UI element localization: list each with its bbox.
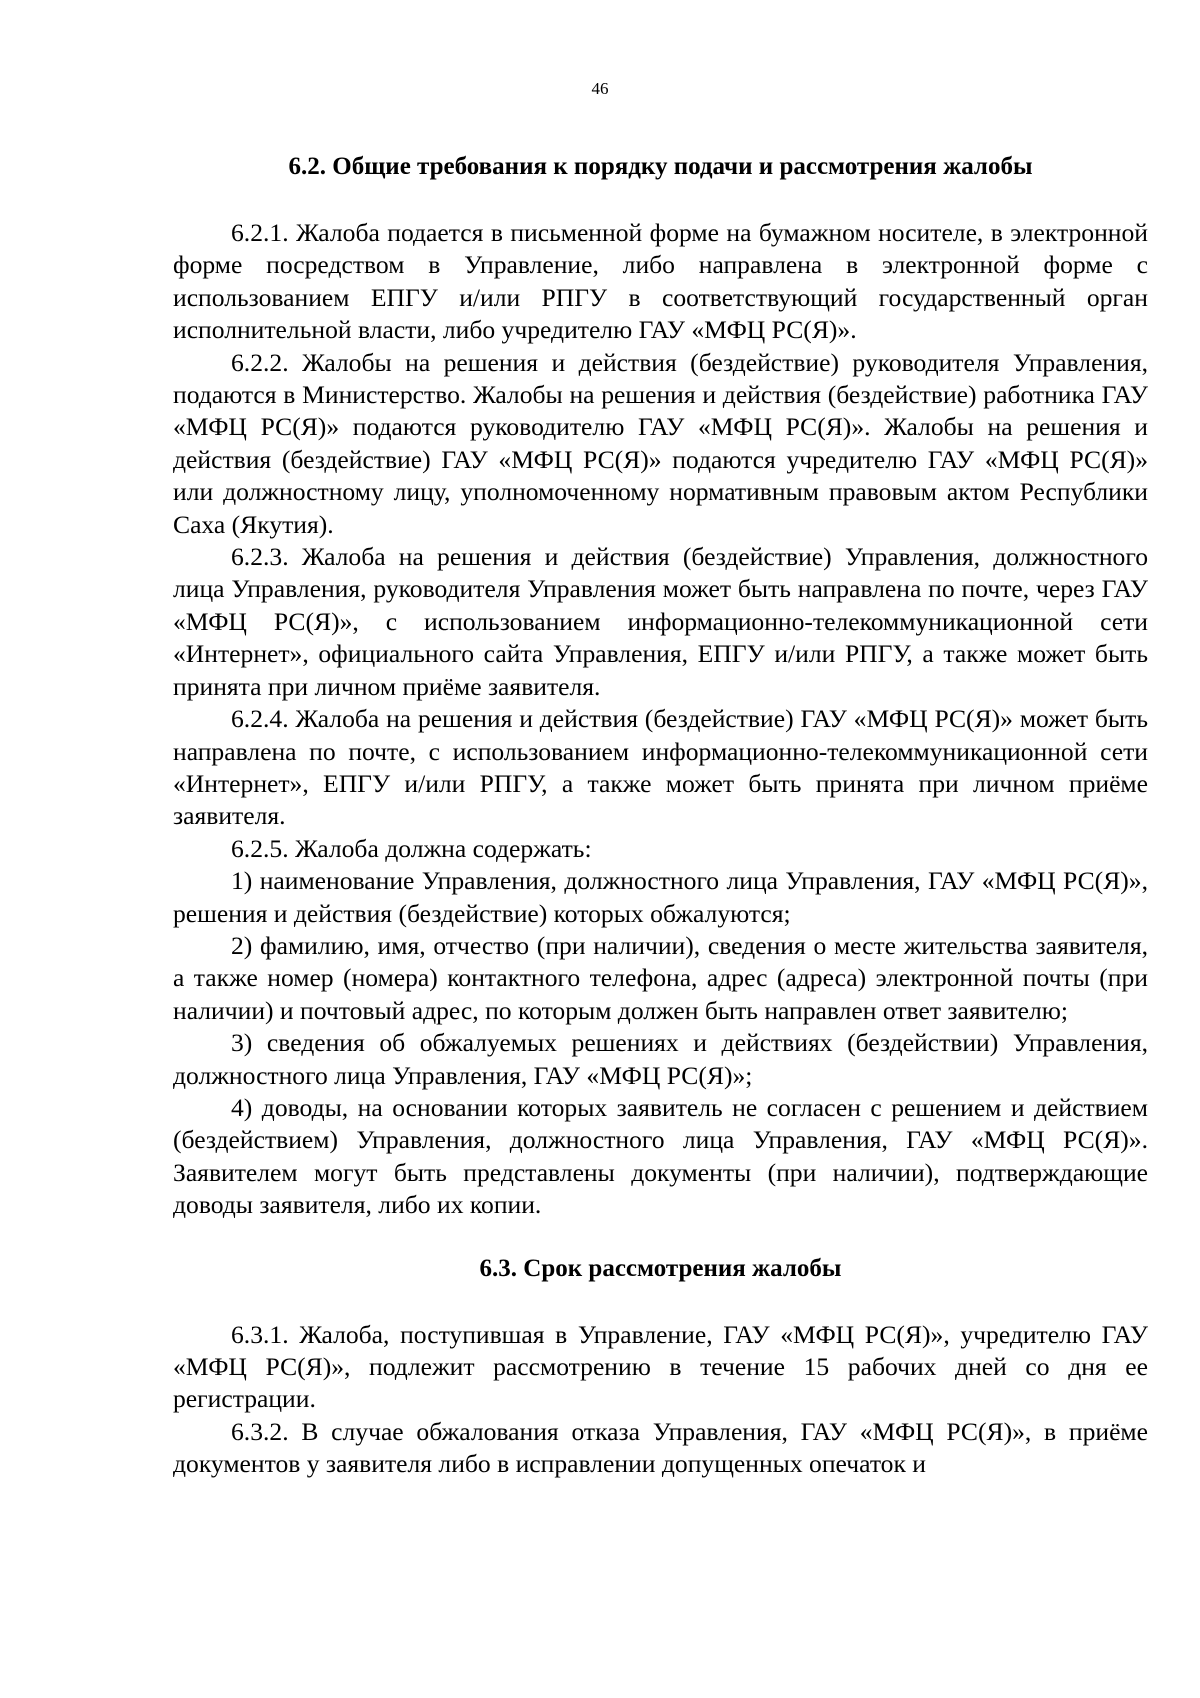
section-heading-6-3: 6.3. Срок рассмотрения жалобы bbox=[479, 1254, 842, 1282]
list-item-4: 4) доводы, на основании которых заявитель не согласен с решением и действием (бездействием) Управления, должностного лица Управления, ГАУ «МФЦ РС(Я)». Заявителем могут быть представлены документы (при наличии), подтверждающие доводы заявителя, либо их копии. bbox=[173, 1092, 1148, 1220]
section-heading-6-2: 6.2. Общие требования к порядку подачи и рассмотрения жалобы bbox=[288, 153, 1033, 180]
paragraph-6-2-4: 6.2.4. Жалоба на решения и действия (бездействие) ГАУ «МФЦ РС(Я)» может быть направлена по почте, с использованием информационно-телекоммуникационной сети «Интернет», ЕПГУ и/или РПГУ, а также может быть принята при личном приёме заявителя. bbox=[173, 704, 1148, 831]
list-item-1: 1) наименование Управления, должностного лица Управления, ГАУ «МФЦ РС(Я)», решения и действия (бездействие) которых обжалуются; bbox=[173, 866, 1148, 928]
paragraph-6-2-3: 6.2.3. Жалоба на решения и действия (бездействие) Управления, должностного лица Управления, руководителя Управления может быть направлена по почте, через ГАУ «МФЦ РС(Я)», с использованием информационно-телекоммуникационной сети «Интернет», официального сайта Управления, ЕПГУ и/или РПГУ, а также может быть принята при личном приёме заявителя. bbox=[173, 542, 1148, 701]
paragraph-6-2-1: 6.2.1. Жалоба подается в письменной форме на бумажном носителе, в электронной форме посредством в Управление, либо направлена в электронной форме с использованием ЕПГУ и/или РПГУ в соответствующий государственный орган исполнительной власти, либо учредителю ГАУ «МФЦ РС(Я)». bbox=[173, 218, 1148, 345]
paragraph-6-3-1: 6.3.1. Жалоба, поступившая в Управление, ГАУ «МФЦ РС(Я)», учредителю ГАУ «МФЦ РС(Я)», подлежит рассмотрению в течение 15 рабочих дней со дня ее регистрации. bbox=[173, 1319, 1148, 1414]
list-item-3: 3) сведения об обжалуемых решениях и действиях (бездействии) Управления, должностного лица Управления, ГАУ «МФЦ РС(Я)»; bbox=[173, 1028, 1148, 1090]
paragraph-6-2-5: 6.2.5. Жалоба должна содержать: bbox=[231, 833, 592, 863]
document-body bbox=[173, 150, 1148, 1481]
list-item-2: 2) фамилию, имя, отчество (при наличии), сведения о месте жительства заявителя, а также номер (номера) контактного телефона, адрес (адреса) электронной почты (при наличии) и почтовый адрес, по которым должен быть направлен ответ заявителю; bbox=[173, 930, 1148, 1025]
paragraph-6-2-2: 6.2.2. Жалобы на решения и действия (бездействие) руководителя Управления, подаются в Министерство. Жалобы на решения и действия (бездействие) работника ГАУ «МФЦ РС(Я)» подаются руководителю ГАУ «МФЦ РС(Я)». Жалобы на решения и действия (бездействие) ГАУ «МФЦ РС(Я)» подаются учредителю ГАУ «МФЦ РС(Я)» или должностному лицу, уполномоченному нормативным правовым актом Республики Саха (Якутия). bbox=[173, 347, 1148, 539]
paragraph-6-3-2: 6.3.2. В случае обжалования отказа Управления, ГАУ «МФЦ РС(Я)», в приёме документов у заявителя либо в исправлении допущенных опечаток и bbox=[173, 1416, 1148, 1479]
page-number: 46 bbox=[591, 79, 609, 98]
